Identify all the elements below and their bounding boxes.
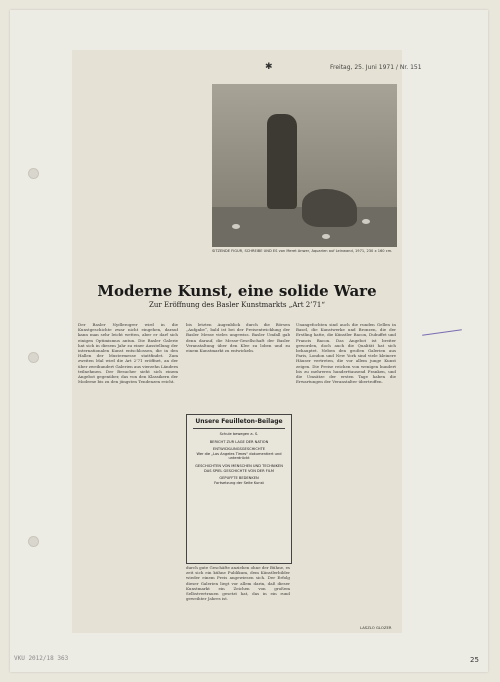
archive-stamp: VKU 2012/18 363: [14, 655, 69, 662]
page-number: 25: [470, 656, 479, 664]
dateline: Freitag, 25. Juni 1971 / Nr. 151: [330, 64, 422, 71]
article-author: LASZLO GLOZER: [360, 625, 392, 630]
supplement-line: Schule bewegen a. S.: [219, 432, 259, 436]
supplement-line: GEPUFFTE BEDENKEN: [219, 476, 259, 481]
supplement-line: DAS SPIEL GESCHICHTE VON DER FILM: [204, 468, 274, 473]
supplement-line: Fortsetzung der Seite Kunst: [214, 480, 264, 485]
star-marker: ✱: [265, 62, 273, 72]
article-column-1: Der Basler Nydlerogrer wird in die Kunstgeschichte zwar nicht eingehen, darauf kann man sehr leicht wetten, aber er darf sich einigen Optimismus antun. Die Basler Galerie hat sich in diesem Jahr zu einer Ausstellung der internationalen Kunst entschlossen, die in den Hallen der Mustermesse stattfindet. Zum zweiten Mal wird die Art 2’71 eröffnet, an der über zweihundert Galerien aus vierzehn Ländern teilnehmen. Der Besucher sieht sich einem Angebot gegenüber, das von den Klassikern der Moderne bis zu den jüngsten Tendenzen reicht.: [78, 322, 178, 385]
sculpture-figure: [267, 114, 297, 209]
article-column-2-continued: durch gute Geschäfte anziehen ohne der Bühne, es zeit sich ein kühne Publikum, dem Künstlerbilder wieder einem Preis angewiesen sich. Der Erfolg dieser Galerien liegt vor allem darin, daß dieser Kunstmarkt ein Zeichen von großem Selbstvertrauen gesetzt hat, das in ein rund geweihter Jahres ist.: [186, 565, 290, 602]
article-column-3: Unangefochten sind auch die runden Gellen in Basel, die Kunstwerke und Bronzen, die der Erstling hatte, die Künstler Bacon, Dubuffet und Francis Bacon. Das Angebot ist breiter geworden, doch auch die Qualität hat sich behauptet. Neben den großen Galerien aus Paris, London und New York sind viele kleinere Häuser vertreten, die vor allem junge Kunst zeigen. Die Preise reichen von wenigen hundert bis zu mehreren hunderttausend Franken, und die Umsätze der ersten Tage haben die Erwartungen der Veranstalter übertroffen.: [296, 322, 396, 385]
binder-hole: [28, 168, 39, 179]
article-headline: Moderne Kunst, eine solide Ware: [97, 282, 377, 300]
pebble: [362, 219, 370, 224]
supplement-line: Wer die „Los Angeles Times“ dokumentiert und unterdrückt: [196, 451, 282, 461]
pebble: [322, 234, 330, 239]
binder-hole: [28, 536, 39, 547]
article-column-2: bis letzten Augenblick durch die Börsen „Aufgabe“, bald ist bei der Preisentwicklung der Basler Messe vieles ungewiss. Basler Umfall gab denn darauf, die Messe-Gesellschaft der Basler Veranstaltung über den Klee zu loben und zu einem Kunstmarkt zu entwickeln.: [186, 322, 290, 354]
supplement-divider: [193, 428, 285, 429]
article-subhead: Zur Eröffnung des Basler Kunstmarkts „Art 2’71“: [149, 301, 325, 309]
supplement-box: [186, 414, 292, 564]
binder-hole: [28, 352, 39, 363]
supplement-line: GESCHICHTEN VON MENSCHEN UND TECHNIKEN: [195, 463, 283, 468]
supplement-line: ENTWICKLUNGSGESCHICHTE: [212, 447, 266, 452]
sculpture-rock: [302, 189, 357, 227]
artwork-photo: [212, 84, 397, 247]
photo-caption: SITZENDE FIGUR, SCHREIBE UND ES von Meret Anwer, Aquarien auf Leinwand, 1971, 230 x 160 cm.: [212, 249, 393, 253]
pebble: [232, 224, 240, 229]
supplement-title: Unsere Feuilleton-Beilage: [195, 418, 283, 425]
supplement-line: BERICHT ZUR LAGE DER NATION: [209, 439, 269, 444]
